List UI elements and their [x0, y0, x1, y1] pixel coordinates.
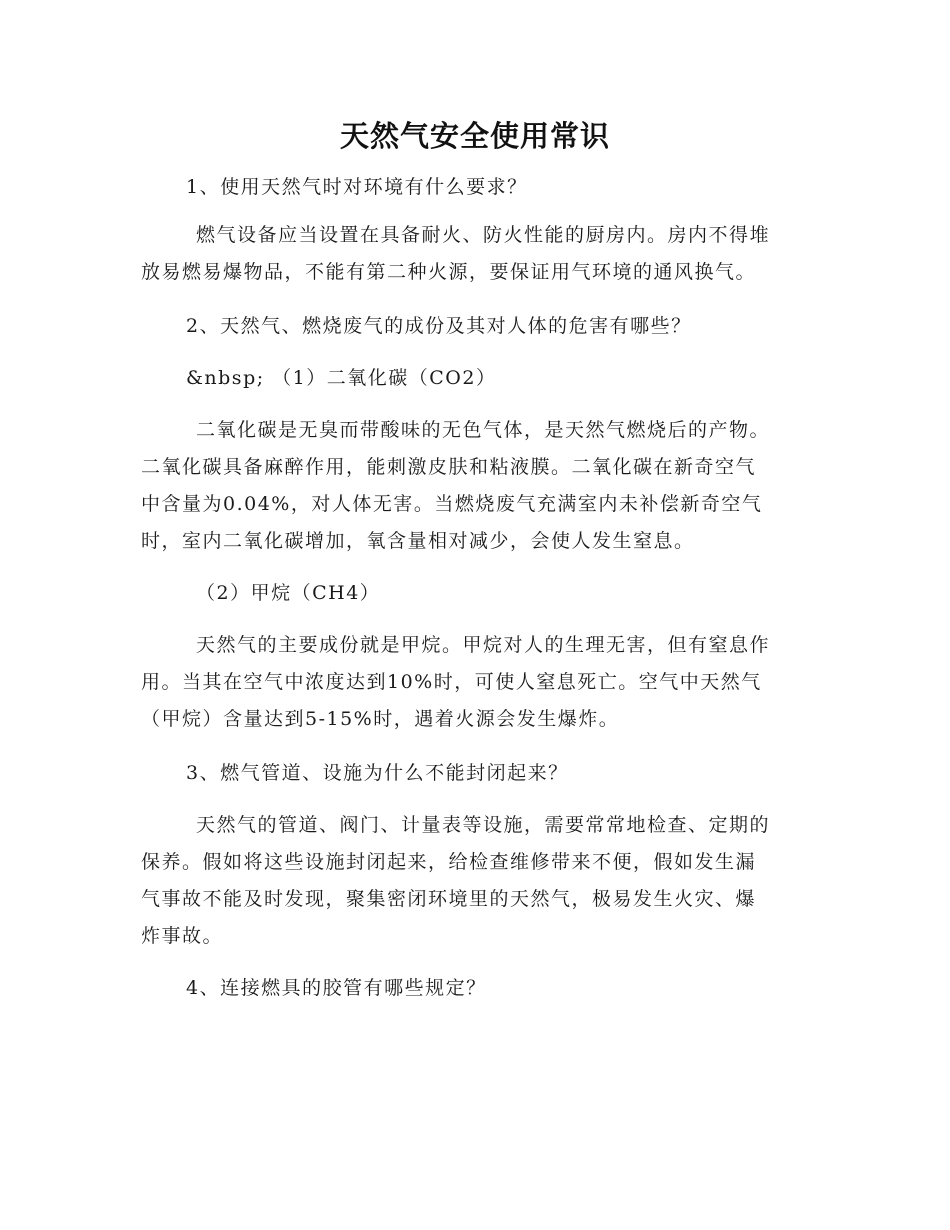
paragraph-2-line-2: 二氧化碳具备麻醉作用，能刺激皮肤和粘液膜。二氧化碳在新奇空气	[141, 456, 757, 478]
paragraph-2-line-3: 中含量为0.04%，对人体无害。当燃烧废气充满室内未补偿新奇空气	[141, 493, 763, 515]
paragraph-3-line-3: （甲烷）含量达到5-15%时，遇着火源会发生爆炸。	[141, 708, 620, 730]
paragraph-4-line-1: 天然气的管道、阀门、计量表等设施，需要常常地检查、定期的	[196, 814, 771, 836]
paragraph-1-line-1: 燃气设备应当设置在具备耐火、防火性能的厨房内。房内不得堆	[196, 224, 771, 246]
question-1: 1、使用天然气时对环境有什么要求？	[186, 176, 528, 198]
question-2: 2、天然气、燃烧废气的成份及其对人体的危害有哪些？	[186, 315, 692, 337]
paragraph-2-line-1: 二氧化碳是无臭而带酸味的无色气体，是天然气燃烧后的产物。	[196, 419, 771, 441]
paragraph-4-line-3: 气事故不能及时发现，聚集密闭环境里的天然气，极易发生火灾、爆	[141, 888, 757, 910]
paragraph-3-line-1: 天然气的主要成份就是甲烷。甲烷对人的生理无害，但有窒息作	[196, 634, 771, 656]
question-4: 4、连接燃具的胶管有哪些规定？	[186, 977, 487, 999]
paragraph-4-line-4: 炸事故。	[141, 925, 224, 947]
question-3: 3、燃气管道、设施为什么不能封闭起来？	[186, 762, 569, 784]
subheading-ch4: （2）甲烷（CH4）	[196, 582, 381, 604]
paragraph-4-line-2: 保养。假如将这些设施封闭起来，给检查维修带来不便，假如发生漏	[141, 851, 757, 873]
paragraph-2-line-4: 时，室内二氧化碳增加，氧含量相对减少，会使人发生窒息。	[141, 530, 695, 552]
document-title: 天然气安全使用常识	[339, 119, 610, 153]
paragraph-3-line-2: 用。当其在空气中浓度达到10%时，可使人窒息死亡。空气中天然气	[141, 671, 762, 693]
subheading-co2: &nbsp; （1）二氧化碳（CO2）	[186, 367, 497, 389]
paragraph-1-line-2: 放易燃易爆物品，不能有第二种火源，要保证用气环境的通风换气。	[141, 261, 757, 283]
